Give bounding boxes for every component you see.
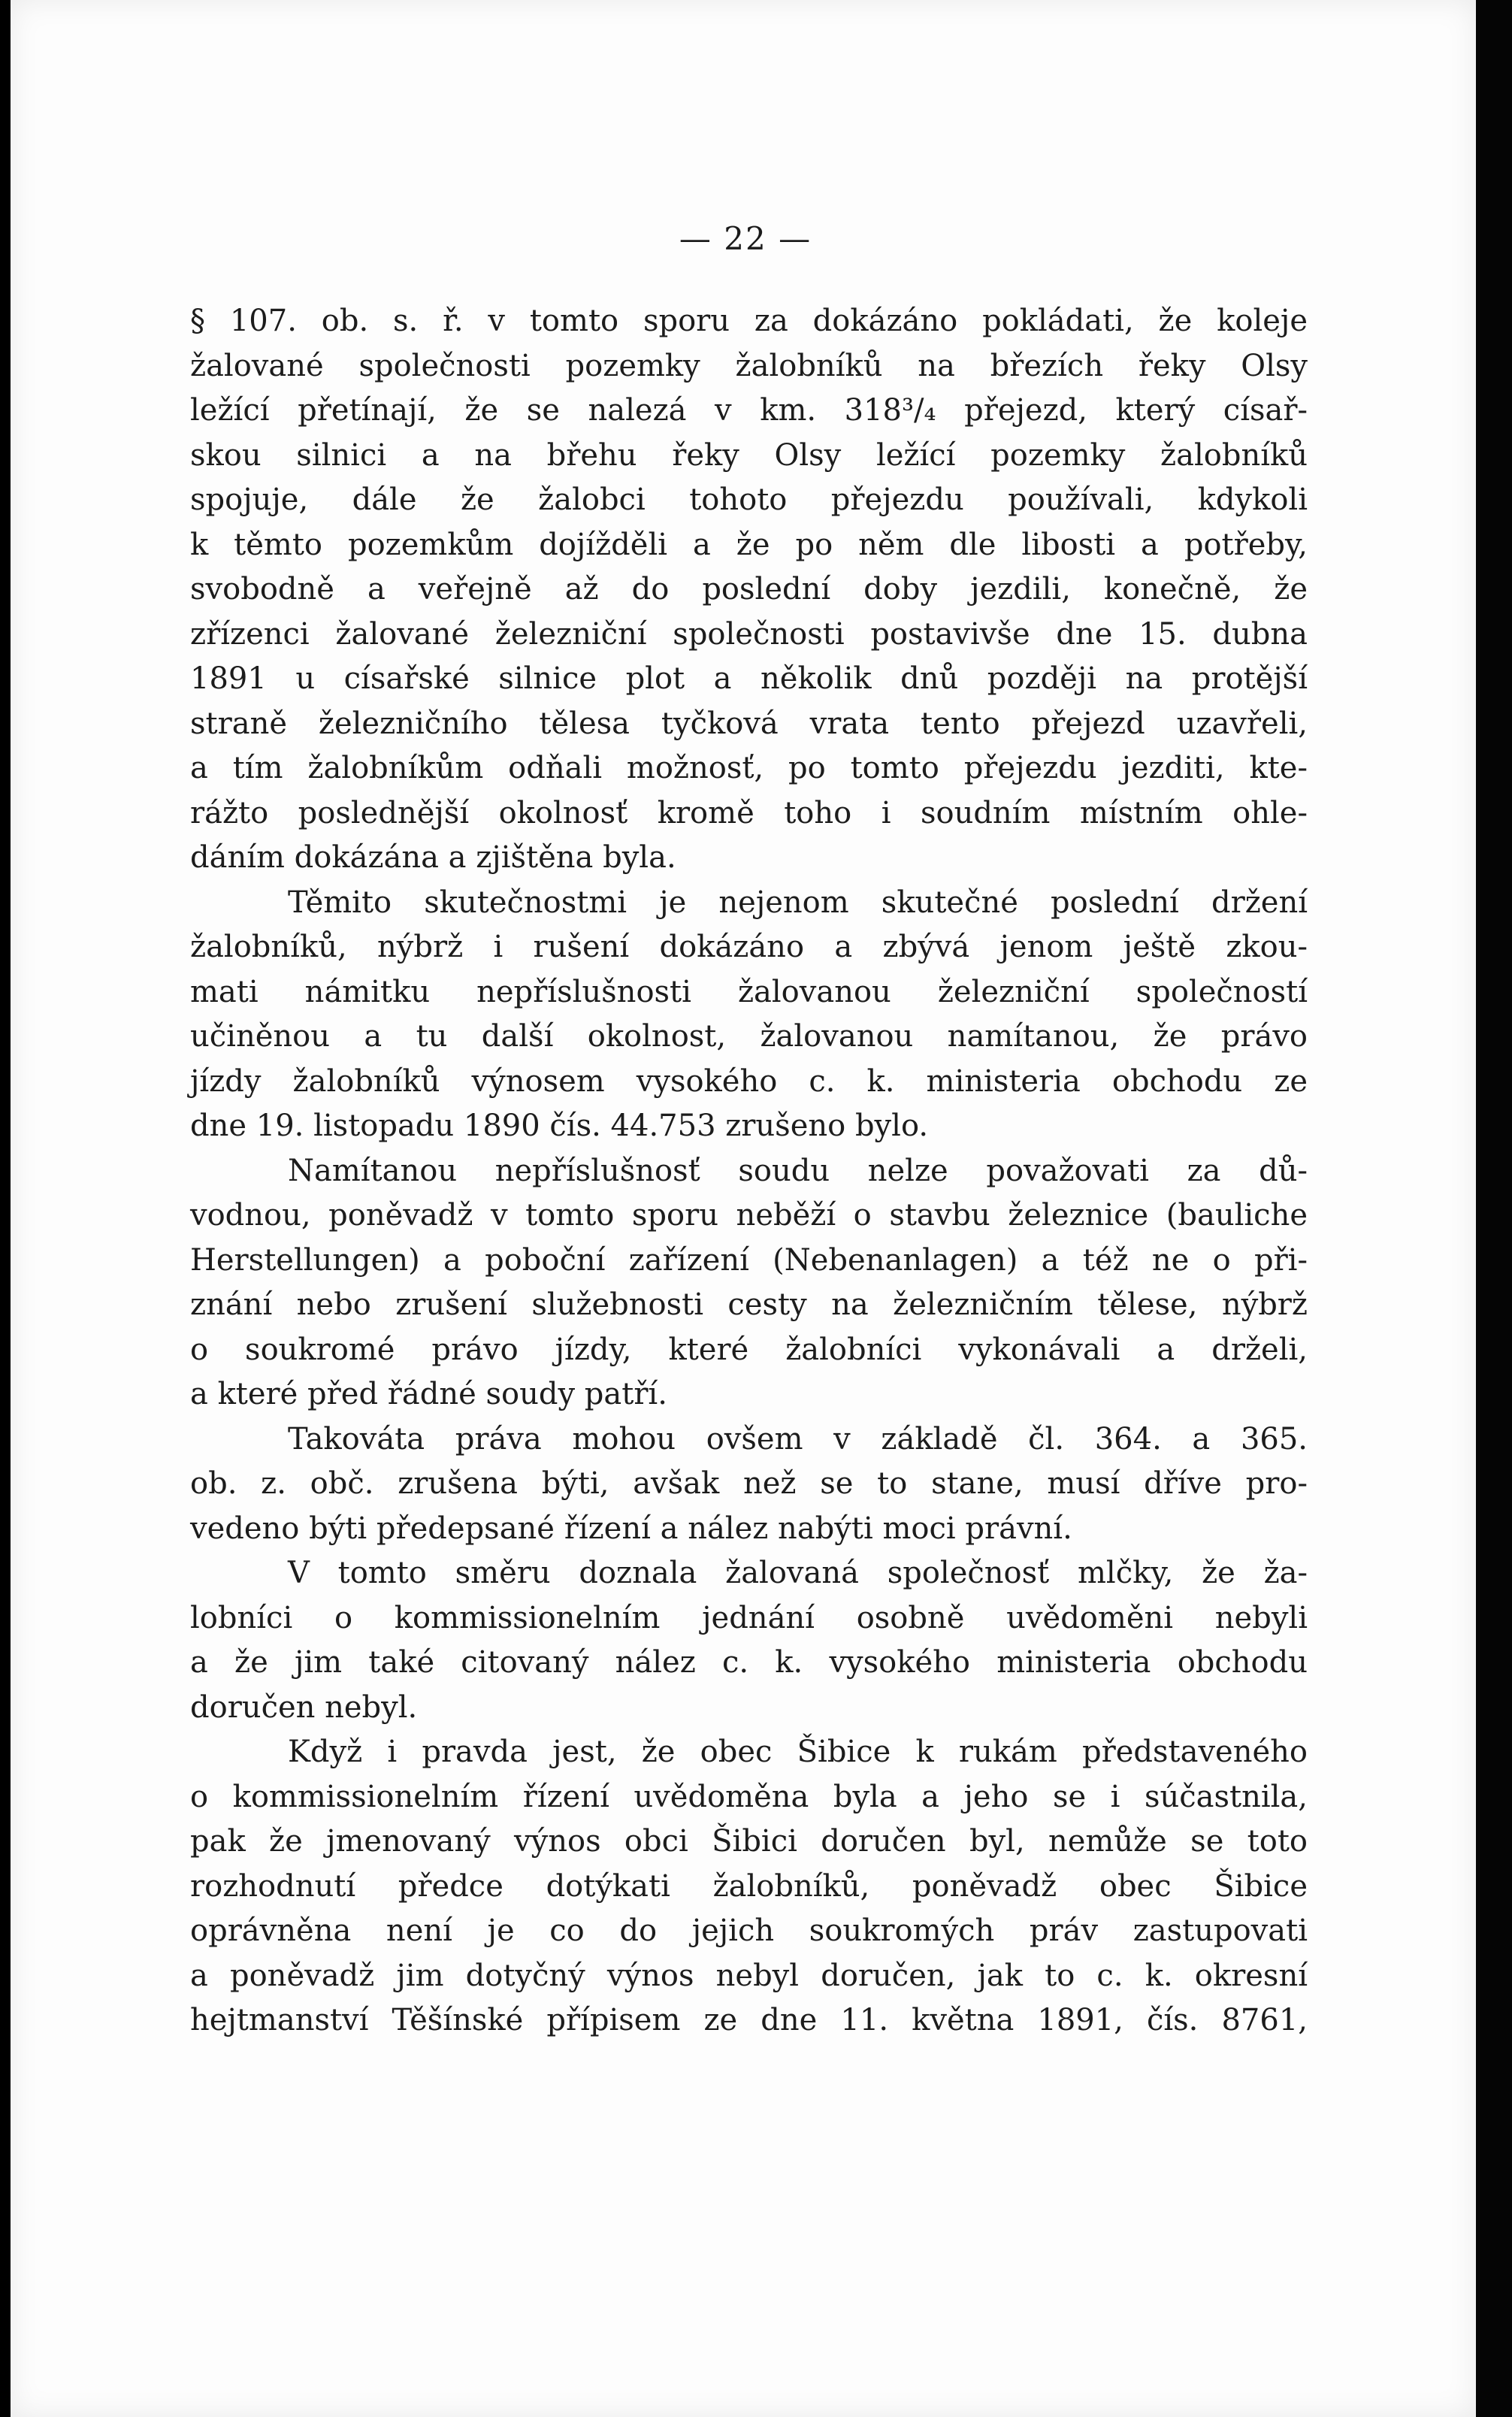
page-number: — 22 — [679,220,812,257]
text-line: § 107. ob. s. ř. v tomto sporu za dokázáno pokládati, že koleje [190,304,1308,338]
text-line: rozhodnutí předce dotýkati žalobníků, poněvadž obec Šibice [190,1868,1308,1904]
text-line: ležící přetínají, že se nalezá v km. 318³/₄ přejezd, který císař- [190,393,1308,428]
paragraph-first-line: Když i pravda jest, že obec Šibice k rukám představeného [288,1735,1308,1769]
text-line: a že jim také citovaný nález c. k. vysokého ministeria obchodu [190,1645,1308,1680]
text-line: doručen nebyl. [190,1689,418,1725]
text-line: rážto poslednější okolnosť kromě toho i soudním místním ohle- [190,795,1308,830]
body-text [190,299,1308,2043]
text-line: mati námitku nepříslušnosti žalovanou železniční společností [190,974,1308,1009]
text-line: a poněvadž jim dotyčný výnos nebyl doručen, jak to c. k. okresní [190,1958,1308,1993]
text-line: vodnou, poněvadž v tomto sporu neběží o stavbu železnice (bauliche [190,1198,1308,1233]
text-line: Herstellungen) a poboční zařízení (Nebenanlagen) a též ne o při- [190,1242,1308,1278]
text-line: oprávněna není je co do jejich soukromých práv zastupovati [190,1913,1308,1948]
text-line: k těmto pozemkům dojížděli a že po něm dle libosti a potřeby, [190,527,1308,562]
text-line: znání nebo zrušení služebnosti cesty na železničním tělese, nýbrž [190,1287,1308,1322]
paragraph-first-line: Takováta práva mohou ovšem v základě čl. 364. a 365. [288,1421,1308,1457]
text-line: lobníci o kommissionelním jednání osobně uvědoměni nebyli [190,1600,1308,1635]
text-line: a tím žalobníkům odňali možnosť, po tomto přejezdu jezditi, kte- [190,751,1308,785]
text-line: skou silnici a na břehu řeky Olsy ležící pozemky žalobníků [190,437,1308,473]
text-line: a které před řádné soudy patří. [190,1377,667,1411]
text-line: spojuje, dále že žalobci tohoto přejezdu používali, kdykoli [190,482,1308,517]
text-line: zřízenci žalované železniční společnosti postavivše dne 15. dubna [190,616,1308,652]
text-line: o kommissionelním řízení uvědoměna byla a jeho se i súčastnila, [190,1779,1308,1814]
text-line: o soukromé právo jízdy, které žalobníci vykonávali a drželi, [190,1332,1308,1367]
text-line: jízdy žalobníků výnosem vysokého c. k. ministeria obchodu ze [190,1063,1308,1099]
text-line: hejtmanství Těšínské přípisem ze dne 11. května 1891, čís. 8761, [190,2003,1308,2037]
text-line: 1891 u císařské silnice plot a několik dnů později na protější [190,661,1308,696]
text-line: dáním dokázána a zjištěna byla. [190,840,676,875]
text-line: učiněnou a tu další okolnost, žalovanou namítanou, že právo [190,1019,1308,1054]
text-line: straně železničního tělesa tyčková vrata tento přejezd uzavřeli, [190,706,1308,741]
scan-border [1476,0,1512,2417]
text-line: vedeno býti předepsané řízení a nález nabýti moci právní. [190,1511,1072,1546]
text-line: svobodně a veřejně až do poslední doby jezdili, konečně, že [190,572,1308,607]
paragraph-first-line: Těmito skutečnostmi je nejenom skutečné poslední držení [288,885,1308,920]
text-line: dne 19. listopadu 1890 čís. 44.753 zrušeno bylo. [190,1109,929,1143]
text-line: pak že jmenovaný výnos obci Šibici doručen byl, nemůže se toto [190,1824,1308,1859]
paragraph-first-line: Namítanou nepříslušnosť soudu nelze považovati za dů- [288,1153,1308,1188]
text-line: ob. z. obč. zrušena býti, avšak než se to stane, musí dříve pro- [190,1466,1308,1501]
text-line: žalobníků, nýbrž i rušení dokázáno a zbývá jenom ještě zkou- [190,930,1308,964]
paragraph-first-line: V tomto směru doznala žalovaná společnosť mlčky, že ža- [288,1556,1308,1590]
text-line: žalované společnosti pozemky žalobníků na březích řeky Olsy [190,348,1308,383]
